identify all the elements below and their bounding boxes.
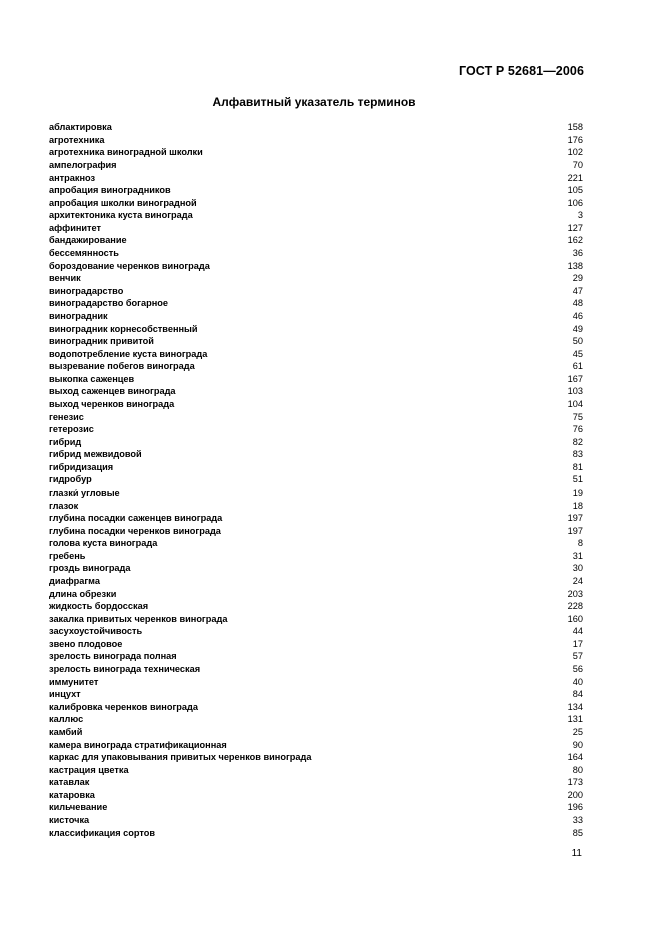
- index-term: виноградарство богарное: [49, 298, 168, 309]
- index-entry: [49, 562, 583, 575]
- index-term-number: 30: [572, 563, 583, 574]
- index-term: зрелость винограда полная: [49, 651, 177, 662]
- index-term: кисточка: [49, 815, 90, 825]
- index-term: апробация школки виноградной: [49, 197, 197, 208]
- index-entry: [49, 461, 583, 474]
- index-entry: [49, 612, 583, 625]
- index-entry: [49, 209, 583, 222]
- index-term: вызревание побегов винограда: [49, 361, 195, 372]
- index-term-number: 49: [572, 323, 583, 334]
- index-entry: [49, 184, 583, 197]
- index-term-number: 197: [567, 513, 583, 524]
- index-entry: [49, 121, 583, 134]
- index-term-number: 50: [572, 336, 583, 347]
- page-number: 11: [571, 848, 582, 859]
- index-term-number: 81: [572, 461, 583, 472]
- index-entry: [49, 675, 583, 688]
- index-term: кастрация цветка: [49, 764, 129, 775]
- index-entry: [49, 247, 583, 260]
- index-term-number: 3: [577, 210, 583, 221]
- index-term-number: 127: [567, 222, 583, 233]
- index-term: зрелость винограда техническая: [49, 664, 201, 675]
- index-term: выкопка саженцев: [49, 373, 135, 384]
- index-term: антракноз: [49, 172, 96, 183]
- index-term: аффинитет: [49, 222, 102, 233]
- index-term: иммунитет: [49, 676, 99, 687]
- index-entry: [49, 663, 583, 676]
- index-entry: [49, 134, 583, 147]
- index-term: диафрагма: [49, 576, 100, 587]
- index-term-number: 57: [572, 651, 583, 662]
- index-term-number: 18: [572, 500, 583, 511]
- index-term-number: 221: [567, 172, 583, 183]
- index-term: инцухт: [49, 689, 81, 700]
- index-term-number: 131: [567, 714, 583, 725]
- index-term-number: 36: [572, 248, 583, 259]
- index-term: виноградарство: [49, 285, 124, 296]
- index-term: голова куста винограда: [49, 538, 158, 549]
- index-entry: [49, 335, 583, 348]
- index-term: ампелография: [49, 160, 117, 171]
- index-term: глубина посадки черенков винограда: [49, 525, 221, 536]
- index-term: глубина посадки саженцев винограда: [49, 513, 223, 524]
- index-term-number: 103: [567, 386, 583, 397]
- index-term-number: 56: [572, 664, 583, 675]
- index-term-number: 45: [572, 348, 583, 359]
- index-entry: [49, 763, 583, 776]
- index-entry: [49, 347, 583, 360]
- index-term: бороздование черенков винограда: [49, 260, 210, 271]
- index-entry: [49, 524, 583, 537]
- index-term-number: 24: [572, 576, 583, 587]
- index-term-number: 90: [572, 739, 583, 750]
- index-entry: [49, 600, 583, 613]
- index-term: длина обрезки: [49, 588, 117, 599]
- index-term-number: 134: [567, 701, 583, 712]
- index-entry: [49, 814, 583, 827]
- index-entry: [49, 322, 583, 335]
- index-term: венчик: [49, 273, 81, 284]
- index-entry: [49, 625, 583, 638]
- index-term-number: 51: [572, 474, 583, 485]
- index-entry: [49, 259, 583, 272]
- index-term-number: 138: [567, 260, 583, 271]
- index-term-number: 75: [572, 411, 583, 422]
- document-code: ГОСТ Р 52681—2006: [458, 64, 584, 78]
- index-term-number: 228: [567, 601, 583, 612]
- index-term: камера винограда стратификационная: [49, 739, 227, 750]
- index-term-number: 46: [572, 310, 583, 321]
- index-term-number: 33: [572, 815, 583, 825]
- index-entry: [49, 701, 583, 714]
- index-term-number: 105: [567, 185, 583, 196]
- index-term-number: 40: [572, 676, 583, 687]
- index-term: глазок: [49, 500, 79, 511]
- index-entry: [49, 789, 583, 802]
- index-term: гибрид межвидовой: [49, 449, 142, 460]
- index-term-number: 44: [572, 626, 583, 637]
- index-entry: [49, 512, 583, 525]
- index-entry: [49, 575, 583, 588]
- index-term: генезис: [49, 411, 84, 422]
- index-term: виноградник: [49, 310, 108, 321]
- index-term: бессемянность: [49, 248, 119, 259]
- index-term: звено плодовое: [49, 638, 123, 649]
- index-term: агротехника: [49, 134, 105, 145]
- index-term-number: 17: [572, 638, 583, 649]
- index-term: гидробур: [49, 474, 92, 485]
- index-term-number: 76: [572, 424, 583, 435]
- index-entry: [49, 776, 583, 789]
- index-entry: [49, 801, 583, 814]
- index-term-number: 162: [567, 235, 583, 246]
- index-term: архитектоника куста винограда: [49, 210, 193, 221]
- index-term-number: 83: [572, 449, 583, 460]
- index-term-number: 203: [567, 588, 583, 599]
- index-term: засухоустойчивость: [49, 626, 143, 637]
- index-term-number: 84: [572, 689, 583, 700]
- index-entry: [49, 473, 583, 486]
- index-entry: [49, 297, 583, 310]
- index-entry: [49, 272, 583, 285]
- index-term-number: 102: [567, 147, 583, 158]
- index-term: глазки́ угловые: [49, 487, 120, 498]
- index-term-number: 158: [567, 122, 583, 133]
- index-entry: [49, 550, 583, 563]
- index-entry: [49, 423, 583, 436]
- index-term-number: 82: [572, 436, 583, 447]
- index-term-number: 85: [572, 827, 583, 838]
- index-term: классификация сортов: [49, 827, 155, 838]
- index-term-number: 61: [572, 361, 583, 372]
- index-term: гибридизация: [49, 461, 114, 472]
- index-entry: [49, 499, 583, 512]
- index-entry: [49, 448, 583, 461]
- index-term: бандажирование: [49, 235, 127, 246]
- index-term-number: 164: [567, 752, 583, 763]
- index-term: апробация виноградников: [49, 185, 171, 196]
- index-term: аблактировка: [49, 122, 112, 133]
- index-term: закалка привитых черенков винограда: [49, 613, 228, 624]
- index-term-number: 29: [572, 273, 583, 284]
- index-entry: [49, 310, 583, 323]
- index-entry: [49, 650, 583, 663]
- index-term-number: 160: [567, 613, 583, 624]
- index-term-number: 106: [567, 197, 583, 208]
- index-term: виноградник корнесобственный: [49, 323, 198, 334]
- index-entry: [49, 222, 583, 235]
- index-term: кильчевание: [49, 802, 108, 813]
- index-entry: [49, 688, 583, 701]
- index-term-number: 47: [572, 285, 583, 296]
- index-term-number: 19: [572, 487, 583, 498]
- index-term-number: 167: [567, 373, 583, 384]
- page-title: Алфавитный указатель терминов: [212, 95, 416, 109]
- index-entry: [49, 285, 583, 298]
- index-term: катавлак: [49, 777, 90, 788]
- index-term: камбий: [49, 726, 83, 737]
- index-term: гребень: [49, 550, 86, 561]
- index-term-number: 200: [567, 789, 583, 800]
- index-entry: [49, 171, 583, 184]
- index-term: каллюс: [49, 714, 84, 725]
- index-term-number: 8: [577, 538, 583, 549]
- index-term-number: 196: [567, 802, 583, 813]
- index-term: водопотребление куста винограда: [49, 348, 208, 359]
- index-entry: [49, 360, 583, 373]
- index-term-number: 31: [572, 550, 583, 561]
- index-term: гроздь винограда: [49, 563, 131, 574]
- index-entry: [49, 146, 583, 159]
- index-term-number: 48: [572, 298, 583, 309]
- index-entry: [49, 537, 583, 550]
- index-term: агротехника виноградной школки: [49, 147, 203, 158]
- index-entry: [49, 713, 583, 726]
- index-term: калибровка черенков винограда: [49, 701, 198, 712]
- index-entry: [49, 159, 583, 172]
- index-entry: [49, 587, 583, 600]
- index-term-number: 80: [572, 764, 583, 775]
- index-entry: [49, 196, 583, 209]
- index-term: выход саженцев винограда: [49, 386, 176, 397]
- index-term-number: 70: [572, 160, 583, 171]
- index-entry: [49, 486, 583, 500]
- index-term-number: 104: [567, 399, 583, 409]
- index-term: катаровка: [49, 789, 95, 800]
- index-entry: [49, 826, 583, 839]
- index-term: гибрид: [49, 436, 82, 447]
- index-entry: [49, 410, 583, 423]
- index-term: жидкость бордосская: [49, 601, 149, 612]
- index-entry: [49, 373, 583, 386]
- index-term: гетерозис: [49, 424, 94, 435]
- index-term: виноградник привитой: [49, 336, 154, 347]
- index-entry: [49, 234, 583, 247]
- index-entry: [49, 638, 583, 651]
- index-term-number: 197: [567, 525, 583, 536]
- index-entry: [49, 726, 583, 739]
- index-entry: [49, 751, 583, 764]
- index-term: каркас для упаковывания привитых черенков винограда: [49, 752, 312, 763]
- term-index-list: [49, 121, 583, 839]
- index-term-number: 173: [567, 777, 583, 788]
- index-entry: [49, 435, 583, 448]
- index-term-number: 176: [567, 134, 583, 145]
- index-entry: [49, 738, 583, 751]
- index-term: выход черенков винограда: [49, 399, 175, 409]
- index-entry: [49, 398, 583, 411]
- index-term-number: 25: [572, 726, 583, 737]
- index-entry: [49, 385, 583, 398]
